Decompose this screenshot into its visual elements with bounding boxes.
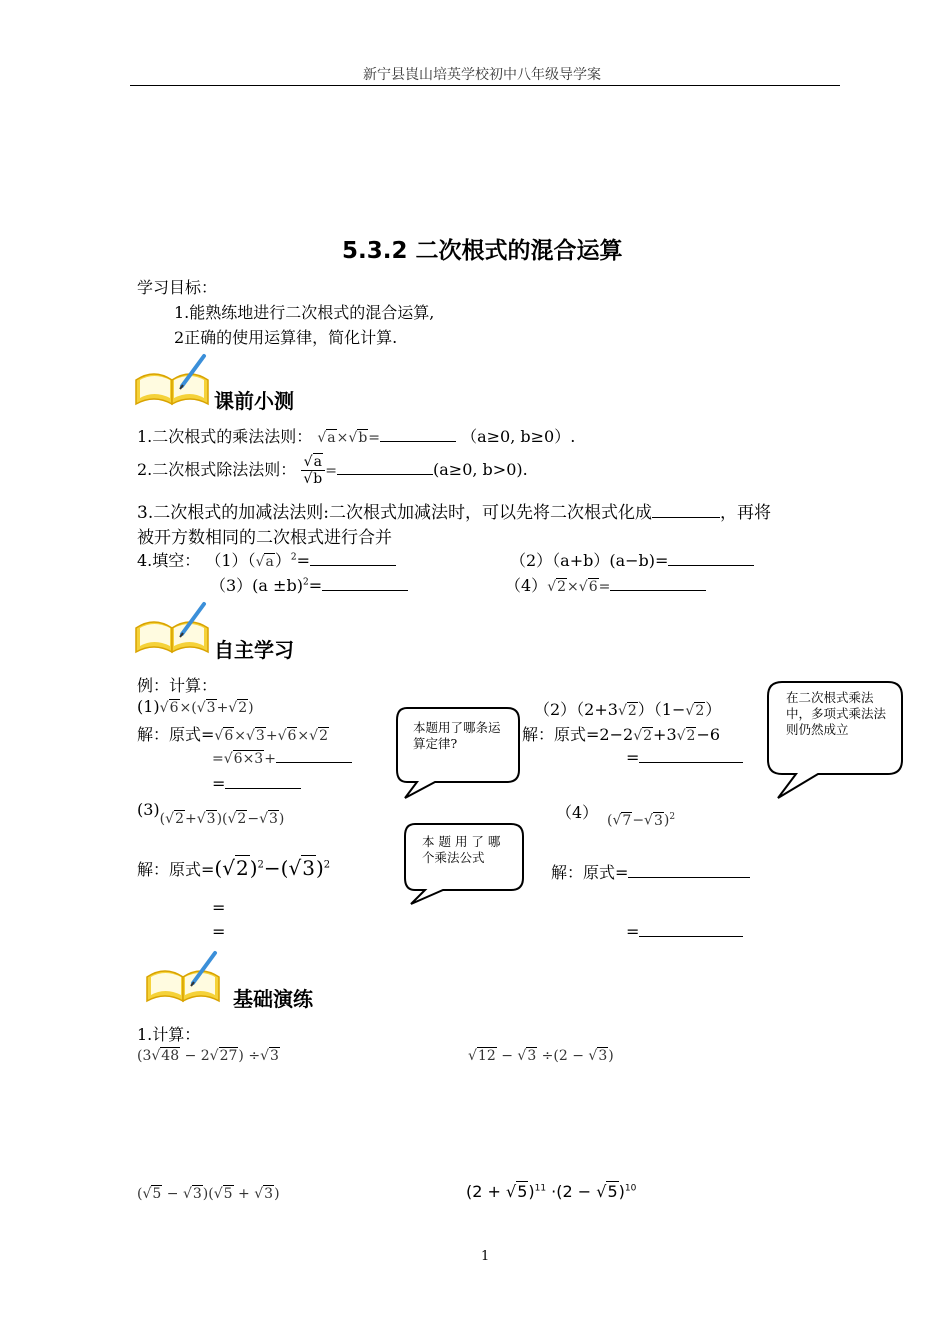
ex3-sol-label: 解：原式= <box>137 860 215 879</box>
practice-q4: $(2 + √5)^{11} \cdot(2 - √5)^{10}$ <box>466 1182 637 1201</box>
ex2-blank[interactable] <box>639 761 743 763</box>
q1-blank[interactable] <box>380 440 456 442</box>
section-selfstudy: 自主学习 <box>214 638 294 662</box>
ex4-solution-1 <box>551 860 750 883</box>
practice-q1: (3√48 − 2√27) ÷√3 <box>137 1048 279 1064</box>
q2-text: 2.二次根式除法法则： <box>137 460 297 479</box>
example-4-label: （4） <box>556 803 599 822</box>
objective-2: 2正确的使用运算律，简化计算. <box>174 328 398 347</box>
ex2-end: ） <box>705 700 722 719</box>
book-icon <box>132 350 214 410</box>
ex1-solution-2: =√6×3+ <box>212 748 352 767</box>
q4-4-blank[interactable] <box>610 589 706 591</box>
eq: = <box>212 774 226 793</box>
practice-q3: (√5 − √3)(√5 + √3) <box>137 1186 280 1202</box>
ex3-label: (3) <box>137 800 160 819</box>
q1-text: 1.二次根式的乘法法则： <box>137 427 313 446</box>
pretest-q4-row1: 4.填空： $(1)(√a)^2=$ <box>137 548 396 571</box>
bubble-1-text: 本题用了哪条运算定律? <box>413 720 501 751</box>
pretest-q1 <box>137 424 575 447</box>
ex2-label: （2）（2+3 <box>534 700 618 719</box>
q4-2-blank[interactable] <box>668 564 754 566</box>
book-icon <box>132 598 214 658</box>
eq: = <box>626 748 640 767</box>
example-label: 例：计算： <box>137 676 218 695</box>
header-rule <box>130 85 840 86</box>
q2-cond: (a≥0, b>0). <box>433 460 528 479</box>
page-number: 1 <box>481 1249 490 1264</box>
ex3-solution-1: 解：原式$=(√2)^2-(√3)^2$ <box>137 856 331 880</box>
example-4-formula: $(√7-√3)^2$ <box>607 812 676 829</box>
bubble-3-text: 本 题 用 了 哪 个乘法公式 <box>422 834 501 865</box>
practice-label: 1.计算： <box>137 1025 201 1044</box>
pretest-q3-line2: 被开方数相同的二次根式进行合并 <box>137 528 392 548</box>
pretest-q4-2 <box>510 548 754 571</box>
ex2-solution-2 <box>626 748 743 767</box>
ex1-solution-3 <box>212 774 301 793</box>
q1-formula: √a×√b= <box>317 430 381 446</box>
ex2-sol-a: 解：原式=2−2 <box>522 725 634 744</box>
ex1-sol-label: 解：原式= <box>137 725 215 744</box>
example-1: (1)√6×(√3+√2) <box>137 697 254 716</box>
q1-cond: （a≥0, b≥0）. <box>461 427 576 446</box>
q2-fraction: $\frac{√a}{√b}$ <box>301 454 325 487</box>
pretest-q2: 2.二次根式除法法则： $\frac{√a}{√b}$ = (a≥0, b>0). <box>137 454 528 487</box>
q4-1-blank[interactable] <box>310 564 396 566</box>
practice-q2: √12 − √3 ÷(2 − √3) <box>468 1048 614 1064</box>
pretest-q3-line1 <box>137 498 771 523</box>
ex2-sol-b: +3 <box>653 725 677 744</box>
pretest-q4-4: （4）√2×√6= <box>505 573 706 596</box>
q4-1-label: （1）（ <box>205 551 256 570</box>
q4-label: 4.填空： <box>137 551 201 570</box>
ex2-mid: ）（1− <box>637 700 686 719</box>
q4-2-label: （2）（a+b）(a−b)= <box>510 551 669 570</box>
page-header: 新宁县崀山培英学校初中八年级导学案 <box>363 67 601 83</box>
q4-4-label: （4） <box>505 576 548 595</box>
ex2-solution-1: 解：原式=2−2√2+3√2−6 <box>522 725 721 744</box>
objective-1: 1.能熟练地进行二次根式的混合运算, <box>174 303 435 322</box>
objectives-label: 学习目标： <box>137 278 218 297</box>
ex1-solution-1: 解：原式=√6×√3+√6×√2 <box>137 725 328 744</box>
page-title: 5.3.2 二次根式的混合运算 <box>342 238 623 264</box>
ex1-blank-2[interactable] <box>225 787 301 789</box>
ex1-label: (1) <box>137 697 160 716</box>
ex4-solution-2 <box>626 922 743 941</box>
q3-text: 3.二次根式的加减法法则:二次根式加减法时，可以先将二次根式化成 <box>137 503 652 523</box>
bubble-2-text: 在二次根式乘法中，多项式乘法法则仍然成立 <box>786 690 887 737</box>
q2-blank[interactable] <box>337 473 433 475</box>
ex1-blank-1[interactable] <box>276 761 352 763</box>
ex4-blank-1[interactable] <box>628 876 750 878</box>
ex4-blank-2[interactable] <box>639 935 743 937</box>
section-practice: 基础演练 <box>233 987 313 1011</box>
section-pretest: 课前小测 <box>214 389 294 413</box>
q4-3-label: （3）(a ±b) <box>210 576 303 595</box>
pretest-q4-3: $(3)(a \pm b)^2=$ <box>210 573 408 596</box>
ex3-solution-2: = <box>212 898 226 917</box>
q3-end: ，再将 <box>719 503 771 523</box>
ex3-solution-3: = <box>212 922 226 941</box>
eq: = <box>626 922 640 941</box>
ex2-sol-c: −6 <box>696 725 721 744</box>
q4-3-blank[interactable] <box>322 589 408 591</box>
example-2: （2）（2+3√2）（1−√2） <box>534 700 722 719</box>
ex4-sol-label: 解：原式= <box>551 863 629 882</box>
example-3: (3)(√2+√3)(√2−√3) <box>137 800 285 827</box>
book-icon <box>143 947 225 1007</box>
q3-blank[interactable] <box>652 516 720 518</box>
